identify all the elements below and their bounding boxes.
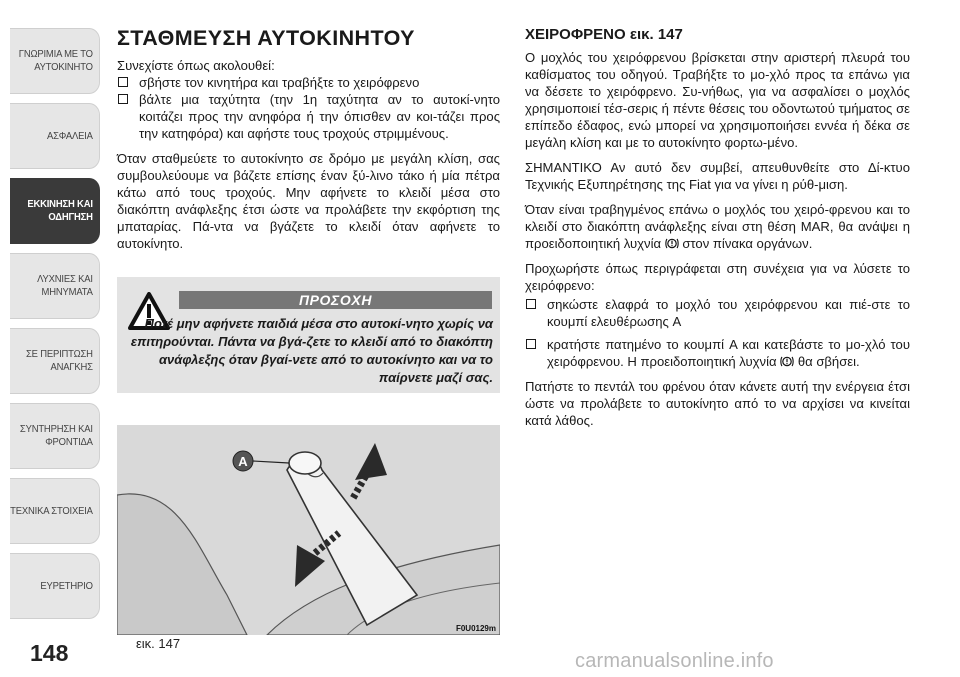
tab-index[interactable]: ΕΥΡΕΤΗΡΙΟ [10, 553, 100, 619]
figure-code: F0U0129m [455, 624, 496, 633]
parking-paragraph: Όταν σταθμεύετε το αυτοκίνητο σε δρόμο με μεγάλη κλίση, σας συμβουλεύουμε να βάζετε επίσης έναν ξύ-λινο τάκο ή μία πέτρα κάτω από τους τροχούς. Μην αφήνετε το κλειδί μέσα στο διακόπτη ανάφλεξης έτσι ώστε να προλάβετε την εκφόρτιση της μπαταρίας. Πά-ντα να βγάζετε το κλειδί όταν αφήνετε το αυτοκίνητο. [117, 151, 500, 251]
tab-emergency[interactable]: ΣΕ ΠΕΡΙΠΤΩΣΗ ΑΝΑΓΚΗΣ [10, 328, 100, 394]
warning-text: Ποτέ μην αφήνετε παιδιά μέσα στο αυτοκί-νητο χωρίς να επιτηρούνται. Πάντα να βγά-ζετε το κλειδί από το διακόπτη ανάφλεξης όταν βγαί-νετε από το αυτοκίνητο και να το παίρνετε μαζί σας. [130, 316, 493, 385]
list-item: σηκώστε ελαφρά το μοχλό του χειρόφρενου και πιέ-στε το κουμπί ελευθέρωσης A [525, 296, 910, 330]
handbrake-paragraph-1: Ο μοχλός του χειρόφρενου βρίσκεται στην αριστερή πλευρά του καθίσματος του οδηγού. Τραβήξτε το μο-χλό προς τα επάνω για να δέσετε το χειρόφρενο. Συ-νήθως, για να ασφαλίσει ο μοχλός χρησιμοποιεί τέσ-σερις ή πέντε θέσεις του οδοντωτού τμήματος σε επίπεδο έδαφος, ενώ μπορεί να χρησιμοποιήσει εννέα ή δέκα σε μεγάλη κλίση και με το αυτοκίνητο φορτω-μένο. [525, 50, 910, 150]
brake-pedal-paragraph: Πατήστε το πεντάλ του φρένου όταν κάνετε αυτή την ενέργεια έτσι ώστε να προλάβετε το αυτοκίνητο από το να αρχίσει να κινείται κατά λάθος. [525, 379, 910, 428]
label-a: A [238, 454, 248, 469]
brake-warning-light-icon [780, 355, 794, 368]
release-intro-paragraph: Προχωρήστε όπως περιγράφεται στη συνέχεια για να λύσετε το χειρόφρενο: [525, 261, 910, 293]
intro-text: Συνεχίστε όπως ακολουθεί: [117, 58, 275, 73]
brake-warning-light-icon [665, 237, 679, 250]
warning-light-paragraph: Όταν είναι τραβηγμένος επάνω ο μοχλός του χειρό-φρενου και το κλειδί στο διακόπτη ανάφλεξης είναι στη θέση MAR, θα ανάψει η προειδοποιητική λυχνία στον πίνακα οργάνων. [525, 202, 910, 251]
page-number: 148 [30, 640, 69, 666]
right-column [525, 26, 910, 429]
list-item: κρατήστε πατημένο το κουμπί A και κατεβάστε το μο-χλό του χειρόφρενου. Η προειδοποιητική λυχνία θα σβήσει. [525, 336, 910, 370]
handbrake-figure [117, 425, 500, 635]
tab-getting-to-know[interactable]: ΓΝΩΡΙΜΙΑ ΜΕ ΤΟ ΑΥΤΟΚΙΝΗΤΟ [10, 28, 100, 94]
release-steps-list [525, 296, 910, 370]
checkbox-bullet-icon [118, 94, 128, 104]
handbrake-illustration [117, 425, 500, 635]
list-item: σβήστε τον κινητήρα και τραβήξτε το χειρόφρενο [117, 74, 500, 91]
tab-technical-data[interactable]: ΤΕΧΝΙΚΑ ΣΤΟΙΧΕΙΑ [10, 478, 100, 544]
warning-box [117, 277, 500, 393]
parking-steps-list [117, 74, 500, 142]
section-title: ΣΤΑΘΜΕΥΣΗ ΑΥΤΟΚΙΝΗΤΟΥ [117, 26, 415, 50]
list-item: βάλτε μια ταχύτητα (την 1η ταχύτητα αν το αυτοκί-νητο κοιτάζει προς την ανηφόρα ή την όπισθεν αν κοι-τάζει προς την κατηφόρα) και αφήστε τους τροχούς στριμμένους. [117, 91, 500, 142]
left-column [117, 26, 500, 252]
tab-starting-driving[interactable]: ΕΚΚΙΝΗΣΗ ΚΑΙ ΟΔΗΓΗΣΗ [10, 178, 100, 244]
checkbox-bullet-icon [526, 299, 536, 309]
checkbox-bullet-icon [118, 77, 128, 87]
watermark: carmanualsonline.info [575, 650, 774, 672]
important-paragraph: ΣΗΜΑΝΤΙΚΟ Αν αυτό δεν συμβεί, απευθυνθείτε στο Δί-κτυο Τεχνικής Εξυπηρέτησης της Fiat για να γίνει η ρύθ-μιση. [525, 160, 910, 192]
tab-safety[interactable]: ΑΣΦΑΛΕΙΑ [10, 103, 100, 169]
tab-warning-lights[interactable]: ΛΥΧΝΙΕΣ ΚΑΙ ΜΗΝΥΜΑΤΑ [10, 253, 100, 319]
handbrake-title: ΧΕΙΡΟΦΡΕΝΟ εικ. 147 [525, 26, 683, 43]
figure-caption: εικ. 147 [136, 636, 181, 651]
warning-title: ΠΡΟΣΟΧΗ [179, 291, 492, 309]
checkbox-bullet-icon [526, 339, 536, 349]
tab-maintenance[interactable]: ΣΥΝΤΗΡΗΣΗ ΚΑΙ ΦΡΟΝΤΙΔΑ [10, 403, 100, 469]
